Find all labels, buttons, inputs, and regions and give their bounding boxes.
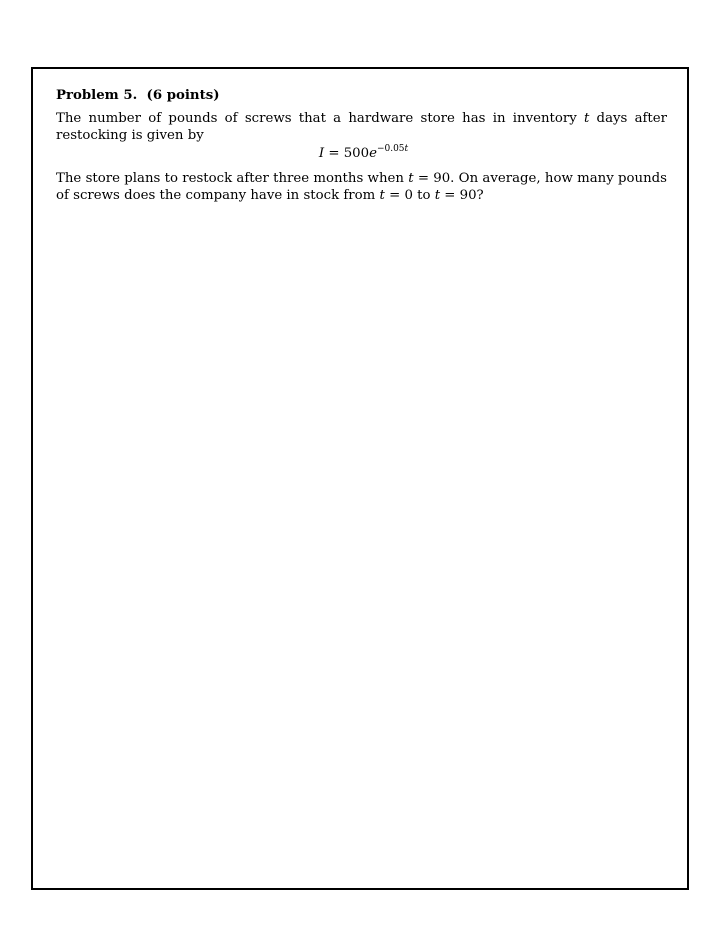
- question-variable-2: t: [379, 188, 385, 203]
- intro-text-2: days after restocking is given by: [56, 110, 667, 143]
- problem-box: [31, 67, 689, 890]
- question-text-1: The store plans to restock after three months when: [56, 170, 409, 186]
- problem-heading: [56, 87, 667, 105]
- question-text-2: = 90. On average, how many pounds of screws does the company have in stock from: [56, 170, 667, 203]
- problem-intro: [56, 110, 667, 145]
- question-text-4: = 90?: [440, 188, 484, 203]
- problem-title: Problem 5.: [56, 88, 138, 103]
- formula-coefficient: = 500: [324, 145, 370, 161]
- question-text-3: = 0 to: [384, 188, 435, 203]
- intro-variable: t: [583, 110, 590, 126]
- formula-base: e: [369, 145, 377, 161]
- problem-question: [56, 170, 667, 205]
- formula-exponent-number: −0.05: [376, 143, 405, 154]
- intro-text-1: The number of pounds of screws that a hardware store has in inventory: [56, 110, 584, 126]
- formula-exponent: [377, 144, 408, 154]
- formula-lhs: I: [318, 145, 325, 161]
- formula-exponent-variable: t: [404, 143, 409, 154]
- question-variable-1: t: [408, 170, 414, 186]
- question-variable-3: t: [434, 188, 441, 203]
- problem-points: (6 points): [146, 88, 220, 103]
- problem-content: [56, 87, 667, 205]
- inventory-formula: [56, 145, 667, 163]
